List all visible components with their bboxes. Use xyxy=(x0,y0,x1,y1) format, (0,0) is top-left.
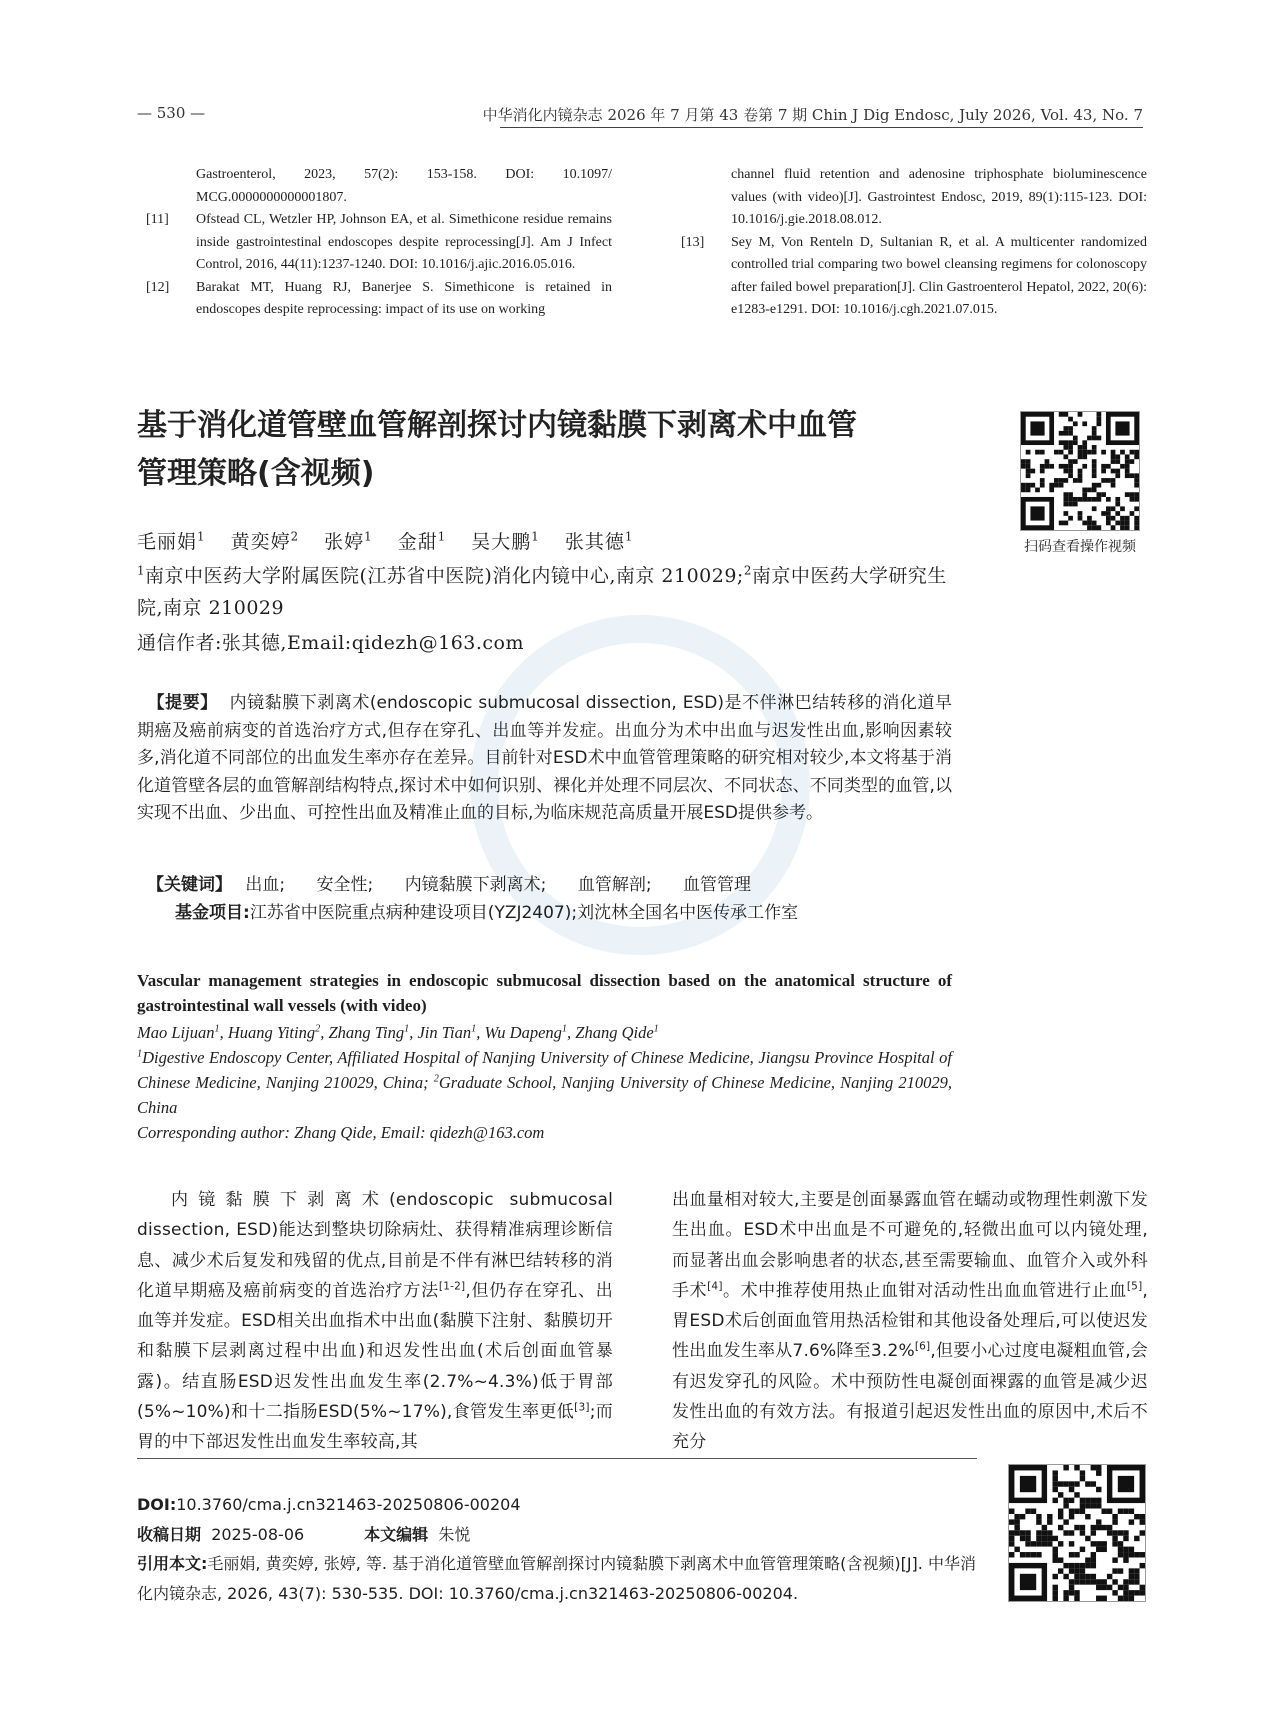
funding-label: 基金项目: xyxy=(175,903,250,923)
journal-header: 中华消化内镜杂志 2026 年 7 月第 43 卷第 7 期 Chin J Dig Endosc, July 2026, Vol. 43, No. 7 xyxy=(482,106,1143,124)
reference-item xyxy=(146,277,612,322)
citation-line: 引用本文:毛丽娟, 黄奕婷, 张婷, 等. 基于消化道管壁血管解剖探讨内镜黏膜下剥离术中血管管理策略(含视频)[J]. 中华消化内镜杂志, 2026, 43(7): 530-535. DOI: 10.3760/cma.j.cn321463-20250806-00204. xyxy=(137,1554,976,1603)
citation: [1-2] xyxy=(438,1280,466,1293)
reference-item xyxy=(146,209,612,277)
citation: [6] xyxy=(914,1340,931,1353)
reference-text: Sey M, Von Renteln D, Sultanian R, et al. A multicenter randomized controlled trial comparing two bowel cleansing regimens for colonoscopy after failed bowel preparation[J]. Clin Gastroenterol Hepatol, 2022, 20(6): e1283-e1291. DOI: 10.1016/j.cgh.2021.07.015. xyxy=(731,234,1147,317)
keyword: 安全性; xyxy=(316,875,374,895)
title-line-2: 管理策略(含视频) xyxy=(137,456,375,491)
english-affiliations: $^1$Digestive Endoscopy Center, Affiliated Hospital of Nanjing University of Chinese Medicine, Jiangsu Province Hospital of Chinese Medicine, Nanjing 210029, China; $^2$Graduate School, Nanjing University of Chinese Medicine, Nanjing 210029, China xyxy=(137,1048,952,1117)
page-number: — 530 — xyxy=(137,104,206,122)
qr-caption: 扫码查看操作视频 xyxy=(1024,539,1136,555)
author: 黄奕婷$^2$ xyxy=(230,529,300,553)
english-authors xyxy=(137,1020,659,1045)
references-right-column xyxy=(681,164,1147,322)
english-title: Vascular management strategies in endoscopic submucosal dissection based on the anatomical structure of gastrointestinal wall vessels (with video) xyxy=(137,971,952,1015)
abstract xyxy=(137,690,952,828)
keyword: 出血; xyxy=(245,875,286,895)
author: 张其德$^1$ xyxy=(564,529,634,553)
author: Jin Tian$^1$, xyxy=(417,1023,485,1042)
author: Wu Dapeng$^1$, xyxy=(484,1023,576,1042)
author-list xyxy=(137,527,651,554)
abstract-label: 【提要】 xyxy=(147,693,218,713)
reference-text: Gastroenterol, 2023, 57(2): 153-158. DOI: 10.1097/ MCG.0000000000001807. xyxy=(196,167,612,205)
citation: [4] xyxy=(707,1280,723,1293)
author: Zhang Ting$^1$, xyxy=(328,1023,418,1042)
reference-number: [12] xyxy=(146,279,170,295)
author: 吴大鹏$^1$ xyxy=(471,529,540,553)
reference-number: [11] xyxy=(146,212,169,227)
reference-text: Ofstead CL, Wetzler HP, Johnson EA, et al. Simethicone residue remains inside gastrointestinal endoscopes despite reprocessing[J]. Am J Infect Control, 2016, 44(11):1237-1240. DOI: 10.1016/j.ajic.2016.05.016. xyxy=(196,212,612,272)
article-title xyxy=(137,402,967,498)
body-column-left: 内镜黏膜下剥离术(endoscopic submucosal dissection, ESD)能达到整块切除病灶、获得精准病理诊断信息、减少术后复发和残留的优点,目前是不伴有淋巴结转移的消化道早期癌及癌前病变的首选治疗方法[1-2],但仍存在穿孔、出血等并发症。ESD相关出血指术中出血(黏膜下注射、黏膜切开和黏膜下层剥离过程中出血)和迟发性出血(术后创面血管暴露)。结直肠ESD迟发性出血发生率(2.7%~4.3%)低于胃部(5%~10%)和十二指肠ESD(5%~17%),食管发生率更低[3];而胃的中下部迟发性出血发生率较高,其 xyxy=(137,1190,613,1453)
author: Zhang Qide$^1$ xyxy=(575,1023,659,1042)
reference-text: Barakat MT, Huang RJ, Banerjee S. Simethicone is retained in endoscopes despite reprocessing: impact of its use on working xyxy=(196,279,612,317)
qr-code-icon xyxy=(1009,1465,1145,1601)
corresponding-author: 通信作者:张其德,Email:qidezh@163.com xyxy=(137,632,525,654)
doi-line: DOI:10.3760/cma.j.cn321463-20250806-00204 xyxy=(137,1495,521,1514)
received-line: 收稿日期 2025-08-06 本文编辑 朱悦 xyxy=(137,1524,471,1544)
footer-rule xyxy=(137,1458,977,1459)
reference-item xyxy=(681,164,1147,232)
author: 金甜$^1$ xyxy=(397,529,447,553)
footer-metadata xyxy=(137,1490,987,1608)
author: 张婷$^1$ xyxy=(324,529,373,553)
qr-code-article[interactable] xyxy=(1008,1464,1146,1602)
reference-item xyxy=(681,232,1147,322)
abstract-text: 内镜黏膜下剥离术(endoscopic submucosal dissection, ESD)是不伴淋巴结转移的消化道早期癌及癌前病变的首选治疗方式,但存在穿孔、出血等并发症。出血分为术中出血与迟发性出血,影响因素较多,消化道不同部位的出血发生率亦存在差异。目前针对ESD术中血管管理策略的研究相对较少,本文将基于消化道管壁各层的血管解剖结构特点,探讨术中如何识别、裸化并处理不同层次、不同状态、不同类型的血管,以实现不出血、少出血、可控性出血及精准止血的目标,为临床规范高质量开展ESD提供参考。 xyxy=(137,693,953,823)
keyword: 血管管理 xyxy=(682,875,751,895)
references-left-column xyxy=(146,164,612,322)
author: Mao Lijuan$^1$, xyxy=(137,1023,228,1042)
keyword: 内镜黏膜下剥离术; xyxy=(404,875,547,895)
doi-link[interactable]: 10.3760/cma.j.cn321463-20250806-00204 xyxy=(176,1495,521,1514)
funding-text: 江苏省中医院重点病种建设项目(YZJ2407);刘沈林全国名中医传承工作室 xyxy=(249,903,799,923)
author: 毛丽娟$^1$ xyxy=(137,529,206,553)
keywords-label: 【关键词】 xyxy=(147,875,232,895)
header-rule xyxy=(500,127,1143,128)
reference-text: channel fluid retention and adenosine triphosphate bioluminescence values (with video)[J]. Gastrointest Endosc, 2019, 89(1):115-123. DOI: 10.1016/j.gie.2018.08.012. xyxy=(731,167,1147,227)
reference-number: [13] xyxy=(681,234,705,250)
body-column-right: 出血量相对较大,主要是创面暴露血管在蠕动或物理性刺激下发生出血。ESD术中出血是不可避免的,轻微出血可以内镜处理,而显著出血会影响患者的状态,甚至需要输血、血管介入或外科手术[4]。术中推荐使用热止血钳对活动性出血血管进行止血[5],胃ESD术后创面血管用热活检钳和其他设备处理后,可以使迟发性出血发生率从7.6%降至3.2%[6],但要小心过度电凝粗血管,会有迟发穿孔的风险。术中预防性电凝创面裸露的血管是减少迟发性出血的有效方法。有报道引起迟发性出血的原因中,术后不充分 xyxy=(672,1190,1148,1453)
title-line-1: 基于消化道管壁血管解剖探讨内镜黏膜下剥离术中血管 xyxy=(137,408,857,443)
author: Huang Yiting$^2$, xyxy=(227,1023,329,1042)
keywords xyxy=(137,870,952,895)
qr-code-icon xyxy=(1021,412,1139,530)
reference-item xyxy=(146,164,612,209)
citation: [5] xyxy=(1126,1280,1143,1293)
qr-code-video[interactable] xyxy=(1020,411,1140,531)
english-corresponding: Corresponding author: Zhang Qide, Email: qidezh@163.com xyxy=(137,1123,545,1142)
keyword: 血管解剖; xyxy=(577,875,652,895)
affiliations: $^1$南京中医药大学附属医院(江苏省中医院)消化内镜中心,南京 210029;$^2$南京中医药大学研究生院,南京 210029 xyxy=(137,563,947,619)
funding xyxy=(175,898,798,923)
citation: [3] xyxy=(574,1401,590,1414)
